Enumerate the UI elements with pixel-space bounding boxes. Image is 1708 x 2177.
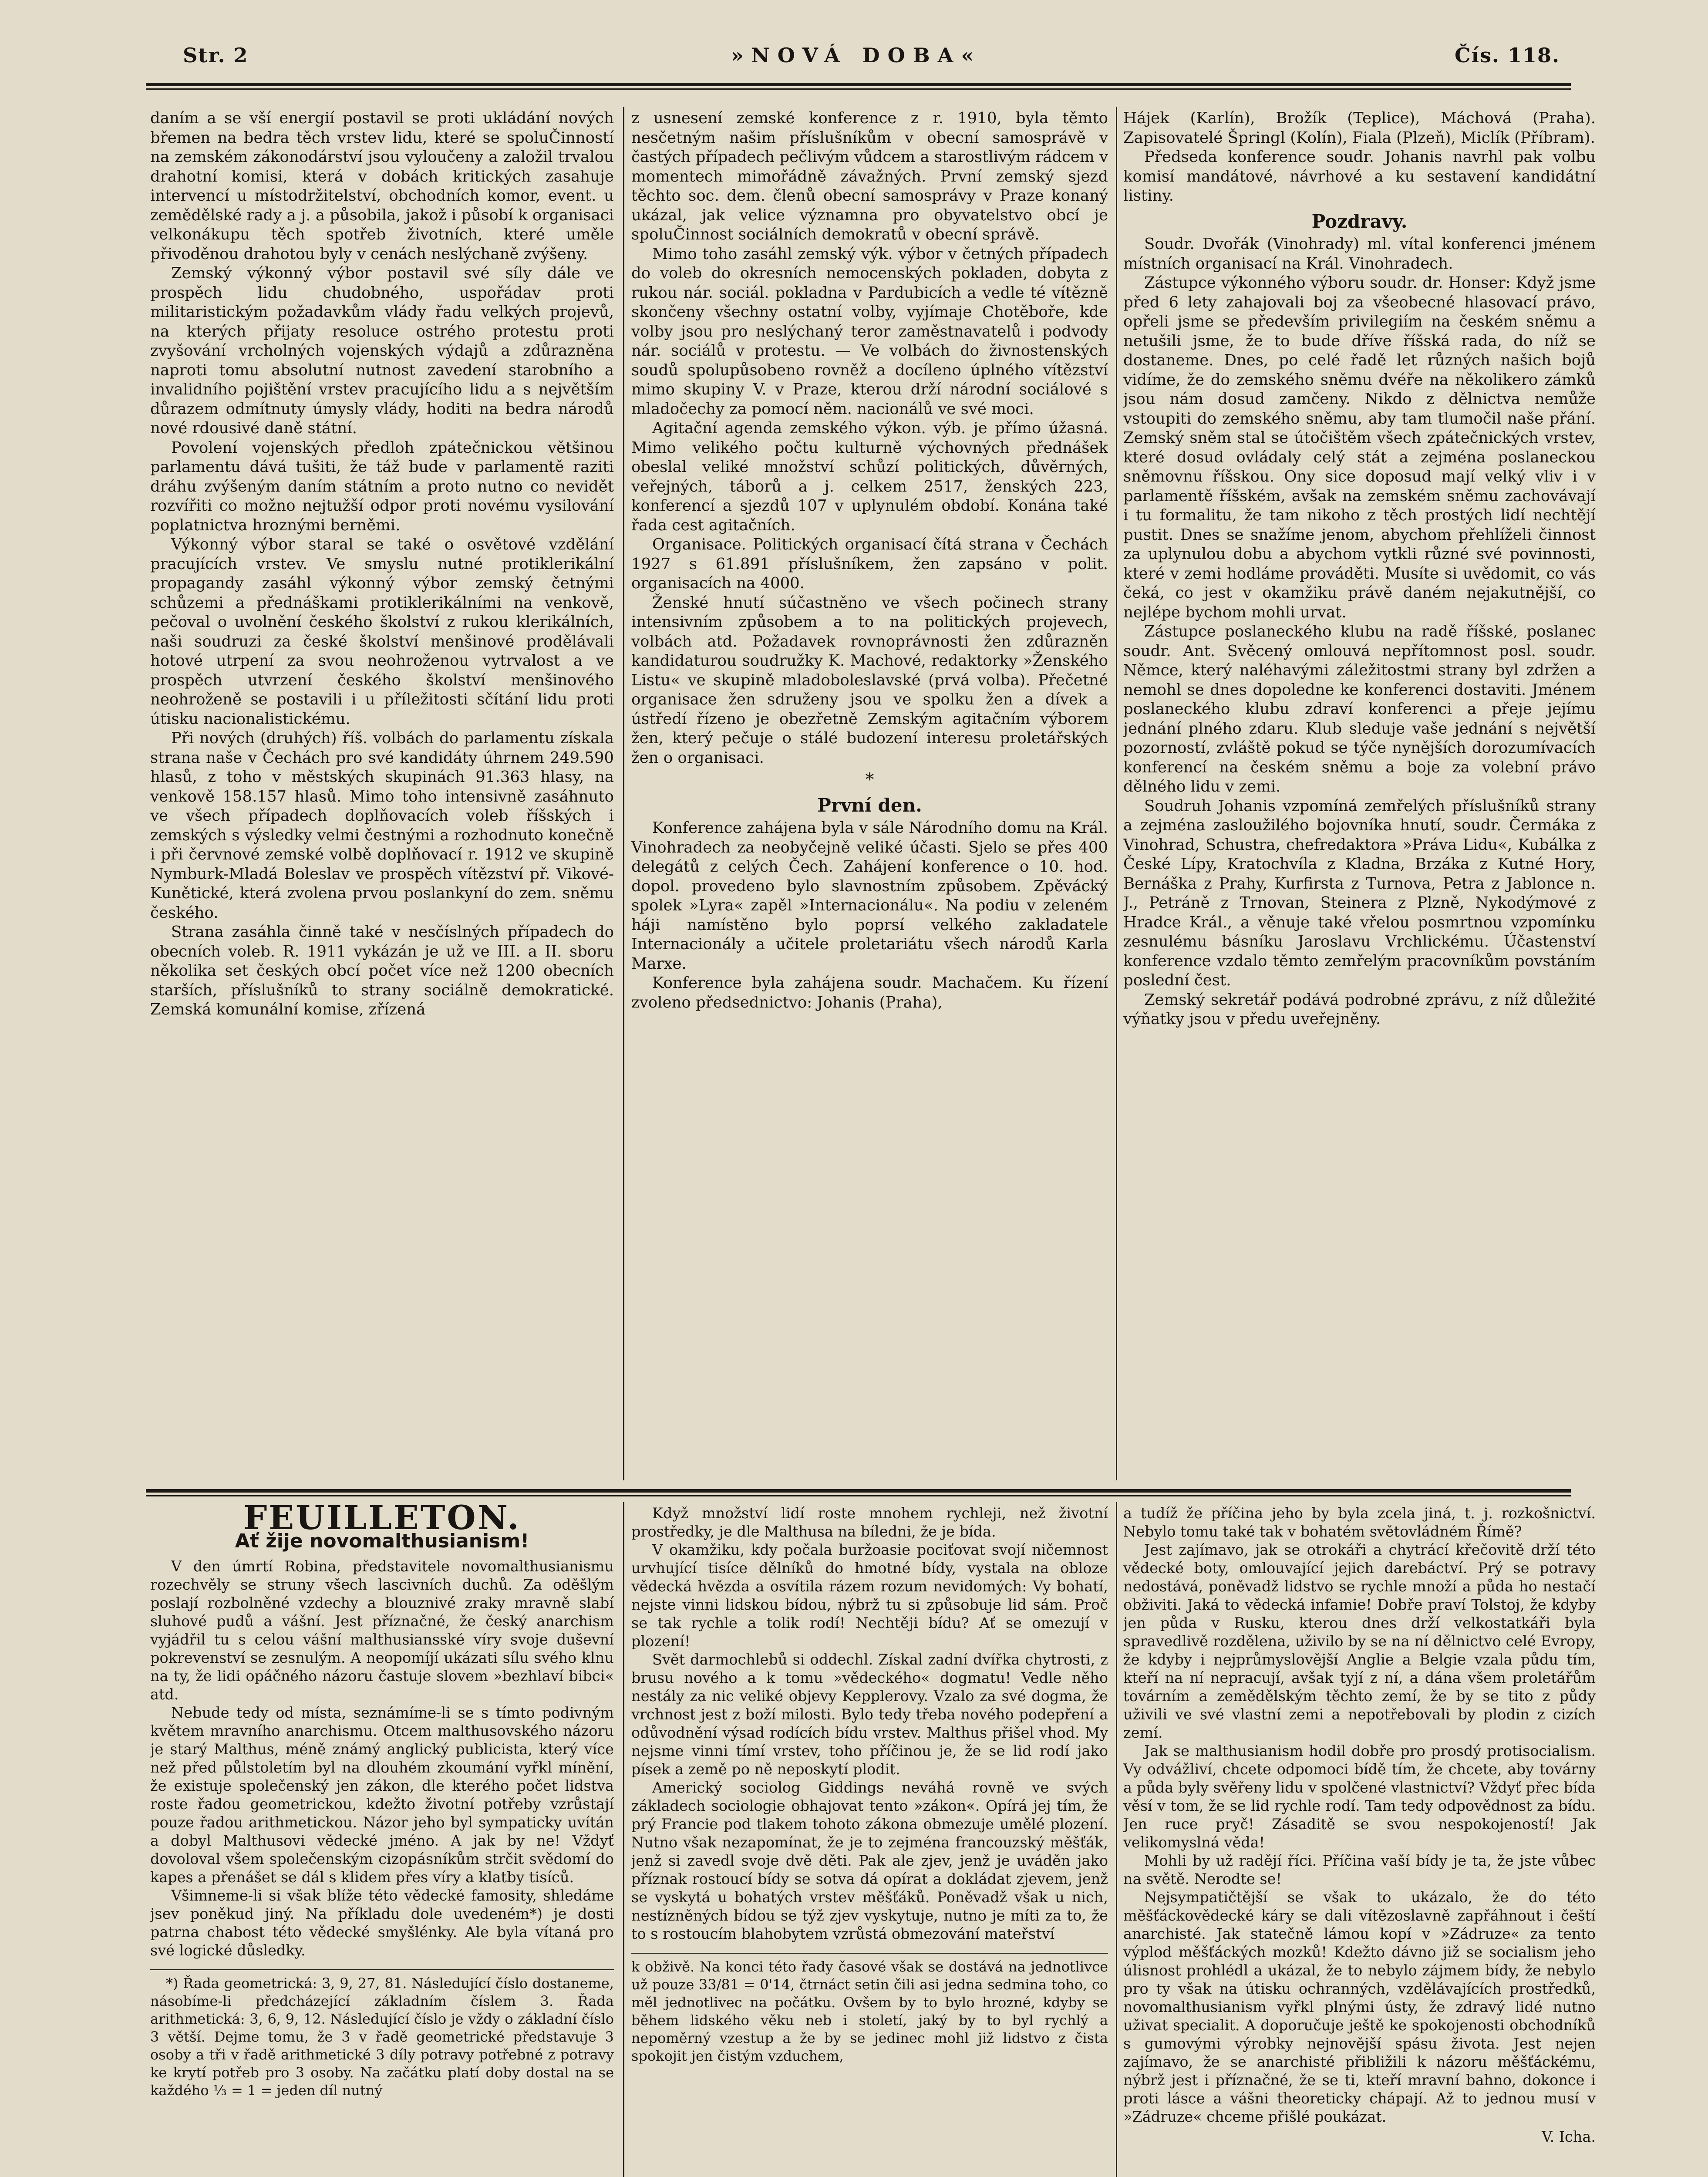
column-divider xyxy=(1116,1502,1117,2177)
feuilleton-column-2 xyxy=(631,1504,1108,2177)
paragraph: Strana zasáhla činně také v nesčíslných případech do obecních voleb. R. 1911 vykázán je už ve III. a II. sboru několika set českých obcí počet více než 1200 obecních starších, příslušníků to strany sociálně demokratické. Zemská komunální komise, zřízená xyxy=(150,923,614,1018)
page-number: Str. 2 xyxy=(183,44,249,67)
paragraph: z usnesení zemské konference z r. 1910, byla těmto nesčetným našim příslušníkům v obecní samosprávě v častých případech pečlivým vůdcem a starostlivým rádcem v momentech mimořádně závažných. První zemský sjezd těchto soc. dem. členů obecní samosprávy v Praze konaný ukázal, jak velice významna pro obyvatelstvo obcí je spoluČinnost sociálních demokratů v obecní správě. xyxy=(631,109,1108,243)
paragraph: daním a se vší energií postavil se proti ukládání nových břemen na bedra těch vrstev lidu, které se spoluČinností na zemském zákonodárství jsou vyloučeny a založil trvalou drahotní komisi, která v dobách kritických zasahuje intervencí u místodržitelství, obchodních komor, event. u zemědělské rady a j. a působila, jakož i působí k organisaci velkonákupu těch spotřeb životních, které uměle přivoděnou drahotou byly v cenách neslýchaně zvýšeny. xyxy=(150,109,614,263)
paragraph: a tudíž že příčina jeho by byla zcela jiná, t. j. rozkošnictví. Nebylo tomu také tak v bohatém světovládném Římě? xyxy=(1123,1505,1596,1540)
header-rule-thin xyxy=(146,88,1571,90)
paragraph: Nejsympatičtější se však to ukázalo, že do této měšťáckovědecké káry se dali vítězoslavně zapřáhnout i čeští anarchisté. Jak statečně lámou kopí v »Zádruze« za tento výplod měšťáckých mozků! Kdežto dávno již se socialism jeho úlisnost prohlédl a ukázal, že to nebylo zájmem bídy, že nebylo pro ty však na útisku ochranných, vzdělávajících prostředků, novomalthusianism vyřkl plnými ústy, že zdravý lidé nutno uživat specialit. A doporučuje ještě ke spokojenosti obchodníků s gumovými výrobky nejnovější spásu života. Jest nejen zajímavo, že se anarchisté přibližili k názoru měšťáckému, nýbrž jest i příznačné, že se ti, kteří mravní bahno, dokonce i proti lásce a vášni theoreticky chápají. Až to jednou musí v »Zádruze« chceme přišlé poukázat. xyxy=(1123,1889,1596,2125)
feuilleton-column-1 xyxy=(150,1504,614,2177)
issue-number: Čís. 118. xyxy=(1454,44,1560,67)
paragraph: Jak se malthusianism hodil dobře pro prosdý protisocialism. Vy odvážliví, chcete odpomoci bídě tím, že chcete, aby továrny a půda byly svěřeny lidu v spolčené vlastnictví? Vždyť přec bída věsí v tom, že se lid rychle rodí. Tam tedy odpovědnost za bídu. Jen ruce pryč! Zásaditě se svou nespokojeností! Jak velikomyslná věda! xyxy=(1123,1742,1596,1851)
feuilleton-rule xyxy=(146,1489,1571,1493)
footnote-text: k obživě. Na konci této řady časové však se dostává na jednotlivce už pouze 33/81 = 0'14, čtrnáct setin čili asi jedna sedmina toho, co měl jednotlivec na počátku. Ovšem by to bylo hrozné, kdyby se během lidského věku neb i století, jaký by to byl rychlý a nepoměrný vzestup a že by se jedinec mohl již lidstvo z čista spokojit jen čistým vzduchem, xyxy=(631,1958,1108,2064)
paragraph: Když množství lidí roste mnohem rychleji, než životní prostředky, je dle Malthusa na bíledni, že je bída. xyxy=(631,1505,1108,1540)
paragraph: Konference byla zahájena soudr. Machačem. Ku řízení zvoleno předsednictvo: Johanis (Praha), xyxy=(631,974,1108,1011)
author-signature: V. Icha. xyxy=(1542,2128,1596,2145)
page-header xyxy=(144,30,1569,83)
paragraph: Jest zajímavo, jak se otrokáři a chytrácí křečovitě drží této vědecké boty, omlouvající jejich darebáctví. Prý se potravy nedostává, poněvadž lidstvo se rychle množí a půda ho nestačí obživiti. Jaká to vědecká infamie! Dobře praví Tolstoj, že kdyby jen půda v Rusku, kterou dnes drží velkostatkáři byla spravedlivě rozdělena, uživilo by se na ní dělnictvo celé Evropy, že kdyby i nejprůmyslovější Anglie a Belgie vzala půdu tím, kteří na ní nepracují, avšak tyjí z ní, a dána všem proletářům továrním a zemědělským těchto zemí, že by se tito z půdy uživili ve své vlastní zemi a nepotřebovali by plodin z cizích zemí. xyxy=(1123,1541,1596,1741)
paragraph: Všimneme-li si však blíže této vědecké famosity, shledáme jsev poněkud jiný. Na příkladu dole uvedeném*) je dosti patrna chabost této vědecké smyšlénky. Ale byla vítaná pro své logické důsledky. xyxy=(150,1887,614,1959)
paragraph: Nebude tedy od místa, seznámíme-li se s tímto podivným květem mravního anarchismu. Otcem malthusovského názoru je starý Malthus, méně známý anglický publicista, který více než před půlstoletím byl na dlouhém zkoumání vyřkl mínění, že existuje společenský jen zákon, dle kterého počet lidstva roste řadou geometrickou, kdežto životní potřeby vzrůstají pouze řadou arithmetickou. Názor jeho byl sympaticky uvítán a dobyl Malthusovi vědecké jméno. A jak by ne! Vždyť dovoloval všem společenským cizopásníkům strčit svědomí do kapes a přenášet se dál s klidem přes víry a klatby tisíců. xyxy=(150,1704,614,1886)
section-heading: První den. xyxy=(817,794,922,816)
header-rule xyxy=(146,83,1571,86)
paragraph: Zemský výkonný výbor postavil své síly dále ve prospěch lidu chudobného, uspořádav proti militaristickým požadavkům vlády řadu velkých projevů, na kterých přijaty resoluce ostrého protestu proti zvyšování vrcholných vojenských výdajů a zdůrazněna naproti tomu absolutní nutnost zavedení starobního a invalidního pojištění vrstev pracujícího lidu a s největším důrazem odmítnuty úmysly vlády, hoditi na bedra národů nové rdousivé daně státní. xyxy=(150,264,614,437)
paragraph: Americký sociolog Giddings neváhá rovně ve svých základech sociologie obhajovat tento »zákon«. Opírá jej tím, že prý Francie pod tlakem tohoto zákona obmezuje umělé plození. Nutno však nezapomínat, že je to zejména francouzský měšťák, jenž si zavedl svoje dvě děti. Pak ale zjev, jenž je uváděn jako příznak rostoucí bídy se sotva dá opírat a dokládat zjevem, jenž se vyskytá u bohatých vrstev měšťáků. Poněvadž však u nich, nestízněných bídou se týž zjev vyskytuje, nutno je míti za to, že to s rostoucím blahobytem vzrůstá obmezování mateřství xyxy=(631,1779,1108,1942)
footnote xyxy=(150,1969,614,2099)
paragraph: V okamžiku, kdy počala buržoasie pociťovat svojí ničemnost urvhující tisíce dělníků do hmotné bídy, vystala na obloze vědecká hvězda a osvítila rázem rozum nevidomých: Vy bohatí, nejste vinni lidskou bídou, nýbrž tu si způsobuje lid sám. Proč se tak rychle a tolik rodí! Nechtěji bídu? Ať se omezují v plození! xyxy=(631,1541,1108,1650)
paragraph: Předseda konference soudr. Johanis navrhl pak volbu komisí mandátové, návrhové a ku sestavení kandidátní listiny. xyxy=(1123,148,1596,205)
paragraph: Organisace. Politických organisací čítá strana v Čechách 1927 s 61.891 příslušníkem, žen zapsáno v polit. organisacích na 4000. xyxy=(631,536,1108,592)
feuilleton-rule-thin xyxy=(146,1495,1571,1496)
column-divider xyxy=(623,107,624,1480)
paragraph: Soudruh Johanis vzpomíná zemřelých příslušníků strany a zejména zasloužilého bojovníka hnutí, soudr. Čermáka z Vinohrad, Schustra, chefredaktora »Práva Lidu«, Kubálka z České Lípy, Kratochvíla z Kladna, Brzáka z Kutné Hory, Bernáška z Prahy, Kurfirsta z Turnova, Petra z Jablonce n. J., Petráně z Trnovan, Steinera z Plzně, Nykodýmové z Hradce Král., a věnuje také vřelou posmrtnou vzpomínku zesnulému básníku Jaroslavu Vrchlickému. Účastenství konference vzdalo těmto zemřelým pracovníkům povstáním poslední čest. xyxy=(1123,797,1596,989)
column-divider xyxy=(1116,107,1117,1480)
article-column-2 xyxy=(631,109,1108,1480)
feuilleton-subtitle: Ať žije novomalthusianism! xyxy=(235,1530,529,1552)
footnote-continuation xyxy=(631,1953,1108,2065)
feuilleton-column-3 xyxy=(1123,1504,1596,2177)
column-divider xyxy=(623,1502,624,2177)
paragraph: Mohli by už radějí říci. Příčina vaší bídy je ta, že jste vůbec na světě. Nerodte se! xyxy=(1123,1852,1596,1887)
paragraph: Zástupce poslaneckého klubu na radě říšské, poslanec soudr. Ant. Svěcený omlouvá nepřítomnost posl. soudr. Němce, který naléhavými záležitostmi strany byl zdržen a nemohl se dnes dopoledne ke konferenci dostaviti. Jménem poslaneckého klubu zdraví konferenci a přeje jejímu jednání plného zdaru. Klub sleduje vaše jednání s největší pozorností, zvláště pokud se týče nynějších dorozumívacích konferencí na českém sněmu a boje za volební právo dělného lidu v zemi. xyxy=(1123,623,1596,795)
paragraph: Zemský sekretář podává podrobné zprávu, z níž důležité výňatky jsou v předu uveřejněny. xyxy=(1123,991,1596,1028)
paragraph: Agitační agenda zemského výkon. výb. je přímo úžasná. Mimo velikého počtu kulturně výchovných přednášek obeslal veliké množství schůzí politických, důvěrných, veřejných, táborů a j. celkem 2517, ženských 223, konferencí a sjezdů 107 v uplynulém období. Konána také řada cest agitačních. xyxy=(631,419,1108,534)
paragraph: Zástupce výkonného výboru soudr. dr. Honser: Když jsme před 6 lety zahajovali boj za všeobecné hlasovací právo, opřeli jsme se především privilegiím na českém sněmu a netušili jsme, že to bude dříve říšská rada, do níž se dostaneme. Dnes, po celé řadě let různých našich bojů vidíme, že do zemského sněmu dvéře na několikero zámků jsou nám dosud zamčeny. Nikdo z dělnictva nemůže vstoupiti do zemského sněmu, aby tam tlumočil naše přání. Zemský sněm stal se útočištěm všech zpátečnických vrstev, které dosud ovládaly celý stát a zejména poslaneckou sněmovnu říšskou. Ony sice doposud mají velký vliv i v parlamentě říšském, avšak na zemském sněmu zachovávají i tu formalitu, že tam nikoho z těch prostých lidí nechtějí pustit. Dnes se snažíme jenom, abychom přehlíželi činnost za uplynulou dobu a abychom vytkli různé své povinnosti, které v zemi hodláme prováděti. Musíte si uvědomit, co vás čeká, co jest v okamžiku právě daném nejakutnější, co nejlépe bychom mohli urvat. xyxy=(1123,274,1596,621)
section-separator: * xyxy=(865,770,874,790)
paragraph: Při nových (druhých) říš. volbách do parlamentu získala strana naše v Čechách pro své kandidáty úhrnem 249.590 hlasů, z toho v městských skupinách 91.363 hlasy, na venkově 158.157 hlasů. Mimo toho intensivně zasáhnuto ve všech případech doplňovacích voleb říšských i zemských s výsledky velmi čestnými a rozhodnuto konečně i při červnové zemské volbě doplňovací r. 1912 ve skupině Nymburk-Mladá Boleslav ve prospěch vítězství př. Vikové-Kunětické, která zvolena prvou poslankyní do zem. sněmu českého. xyxy=(150,729,614,922)
feuilleton-title: FEUILLETON. xyxy=(243,1504,521,1537)
section-heading: Pozdravy. xyxy=(1311,210,1408,232)
paragraph: Hájek (Karlín), Brožík (Teplice), Máchová (Praha). Zapisovatelé Špringl (Kolín), Fiala (Plzeň), Miclík (Příbram). xyxy=(1123,109,1596,147)
paragraph: Soudr. Dvořák (Vinohrady) ml. vítal konferenci jménem místních organisací na Král. Vinohradech. xyxy=(1123,235,1596,273)
footnote-text: *) Řada geometrická: 3, 9, 27, 81. Následující číslo dostaneme, násobíme-li předcházející základním číslem 3. Řada arithmetická: 3, 6, 9, 12. Následující číslo je vždy o základní číslo 3 větší. Dejme tomu, že 3 v řadě geometrické představuje 3 osoby a tři v řadě arithmetické 3 díly potravy potřebné z potravy ke krytí potřeb pro 3 osoby. Na začátku platí doby dostal na se každého ⅓ = 1 = jeden díl nutný xyxy=(150,1975,614,2099)
paragraph: Konference zahájena byla v sále Národního domu na Král. Vinohradech za neobyčejně veliké účasti. Sjelo se přes 400 delegátů z celých Čech. Zahájení konference o 10. hod. dopol. provedeno bylo slavnostním způsobem. Zpěvácký spolek »Lyra« zapěl »Internacionálu«. Na podiu v zeleném háji namístěno bylo poprsí velkého zakladatele Internacionály a učitele proletariátu všech národů Karla Marxe. xyxy=(631,819,1108,973)
paragraph: V den úmrtí Robina, představitele novomalthusianismu rozechvěly se struny všech lascivních duchů. Za oděšlým poslají rozbolněné vzdechy a blouznivé zraky mravně slabí sluhové pudů a vášní. Jest příznačné, že český anarchism vyjádřil tu s celou vášní malthusiansské víry svoje duševní pokrevenství se zesnulým. A neopomíjí ukázati sílu svého klnu na ty, že lidi opáčného názoru častuje slovem »bezhlaví bibci« atd. xyxy=(150,1558,614,1703)
paragraph: Svět darmochlebů si oddechl. Získal zadní dvířka chytrosti, z brusu nového a k tomu »vědeckého« dogmatu! Vedle něho nestály za nic veliké objevy Kepplerovy. Vzalo za své dogma, že vrchnost jest z boží milosti. Bylo tedy třeba nového podepření a odůvodnění výsad rodících bídu vrstev. Malthus přišel vhod. My nejsme vinni tímí vrstev, toho příčinou je, že se lid rodí jako písek a země po ně neposkytí plodit. xyxy=(631,1651,1108,1778)
article-column-3 xyxy=(1123,109,1596,1480)
article-column-1 xyxy=(150,109,614,1480)
paper-name: »NOVÁ DOBA« xyxy=(731,44,982,67)
paragraph: Ženské hnutí súčastněno ve všech počinech strany intensivním způsobem a to na politických projevech, volbách atd. Požadavek rovnoprávnosti žen zdůrazněn kandidaturou soudružky K. Machové, redaktorky »Ženského Listu« ve skupině mladoboleslavské (prvá volba). Přečetné organisace žen sdruženy jsou ve spolku žen a dívek a ústředí řízeno je obezřetně Zemským agitačním výborem žen, který pečuje o stálé budození interesu proletářských žen o organisaci. xyxy=(631,593,1108,767)
paragraph: Výkonný výbor staral se také o osvětové vzdělání pracujících vrstev. Ve smyslu nutné protiklerikální propagandy zasáhl výkonný výbor zemský četnými schůzemi a přednáškami protiklerikálními na venkově, pečoval o uvolnění českého školství z rukou klerikálních, naši soudruzi za české školství menšinové prodělávali hotové utrpení za svou neohroženou vytrvalost a ve prospěch utvrzení českého školství menšinového neohroženě se postavili i u příležitosti sčítání lidu proti útisku nacionalistickému. xyxy=(150,536,614,728)
paragraph: Povolení vojenských předloh zpátečnickou většinou parlamentu dává tušiti, že táž bude v parlamentě raziti dráhu zvýšeným daním státním a proto nutno co nevidět rozvířiti co možno nejtužší odpor proti novému vysilování poplatnictva hroznými berněmi. xyxy=(150,438,614,534)
paragraph: Mimo toho zasáhl zemský výk. výbor v četných případech do voleb do okresních nemocenských pokladen, dobyta z rukou nár. sociál. pokladna v Pardubicích a vedle té vítězně skončeny všechny ostatní volby, vyjímaje Chotěboře, kde volby jsou pro neslýchaný teror zaměstnavatelů i podvody nár. sociálů v protestu. — Ve volbách do živnostenských soudů spolupůsobeno rovněž a docíleno úplného vítězství mimo skupiny V. v Praze, kterou drží národní sociálové s mladočechy za pomocí něm. nacionálů ve své moci. xyxy=(631,245,1108,418)
